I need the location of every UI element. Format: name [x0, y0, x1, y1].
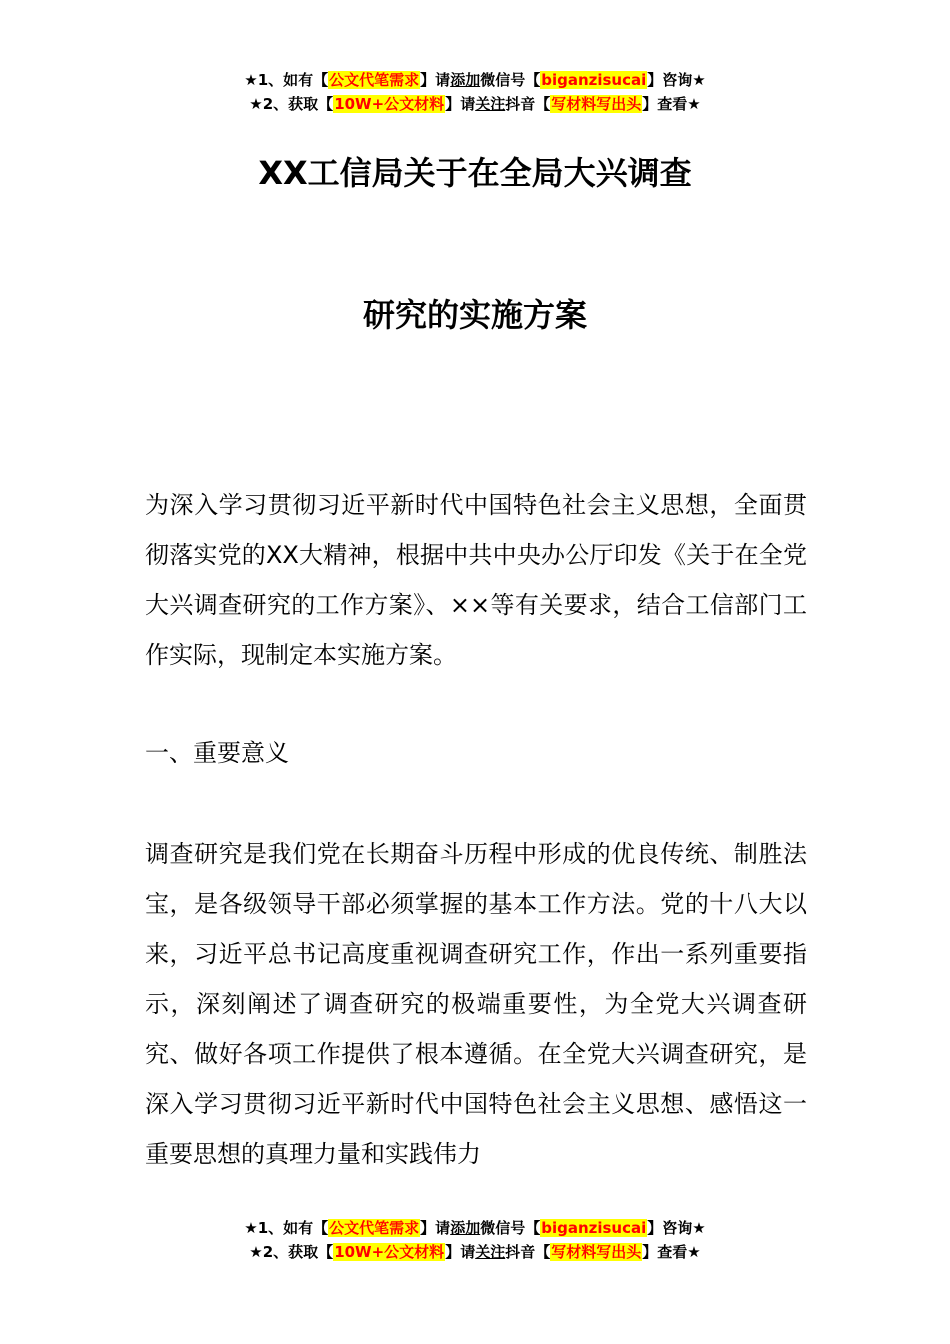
add-action: 添加 [450, 1219, 481, 1237]
follow-action: 关注 [475, 95, 506, 113]
promo-line-2: ★2、获取【10W+公文材料】请关注抖音【写材料写出头】查看★ [249, 95, 701, 113]
intro-text: 为深入学习贯彻习近平新时代中国特色社会主义思想，全面贯彻落实党的XX大精神，根据中共中央办公厅印发《关于在全党大兴调查研究的工作方案》、××等有关要求，结合工信部门工作实际，现制定本实施方案。 [145, 491, 807, 669]
wechat-id-highlight: biganzisucai [541, 71, 647, 89]
service-highlight: 公文代笔需求 [329, 71, 420, 89]
section-heading-significance [145, 728, 807, 778]
document-title-line-2: 研究的实施方案 [362, 296, 587, 334]
intro-paragraph [145, 480, 807, 680]
materials-highlight: 10W+公文材料 [334, 95, 445, 113]
promo-line-1: ★1、如有【公文代笔需求】请添加微信号【biganzisucai】咨询★ [244, 71, 706, 89]
wechat-id-highlight: biganzisucai [541, 1219, 647, 1237]
douyin-id-highlight: 写材料写出头 [551, 95, 642, 113]
promo-line-2: ★2、获取【10W+公文材料】请关注抖音【写材料写出头】查看★ [249, 1243, 701, 1261]
header-promo-banner [0, 68, 950, 116]
materials-highlight: 10W+公文材料 [334, 1243, 445, 1261]
add-action: 添加 [450, 71, 481, 89]
document-title-line-1: XX工信局关于在全局大兴调查 [258, 154, 692, 192]
section-heading-text: 一、重要意义 [145, 739, 289, 767]
section-body-text: 调查研究是我们党在长期奋斗历程中形成的优良传统、制胜法宝，是各级领导干部必须掌握的基本工作方法。党的十八大以来，习近平总书记高度重视调查研究工作，作出一系列重要指示，深刻阐述了调查研究的极端重要性，为全党大兴调查研究、做好各项工作提供了根本遵循。在全党大兴调查研究，是深入学习贯彻习近平新时代中国特色社会主义思想、感悟这一重要思想的真理力量和实践伟力 [145, 840, 807, 1168]
footer-promo-banner [0, 1216, 950, 1264]
section-body-paragraph [145, 829, 807, 1179]
follow-action: 关注 [475, 1243, 506, 1261]
promo-line-1: ★1、如有【公文代笔需求】请添加微信号【biganzisucai】咨询★ [244, 1219, 706, 1237]
service-highlight: 公文代笔需求 [329, 1219, 420, 1237]
douyin-id-highlight: 写材料写出头 [551, 1243, 642, 1261]
